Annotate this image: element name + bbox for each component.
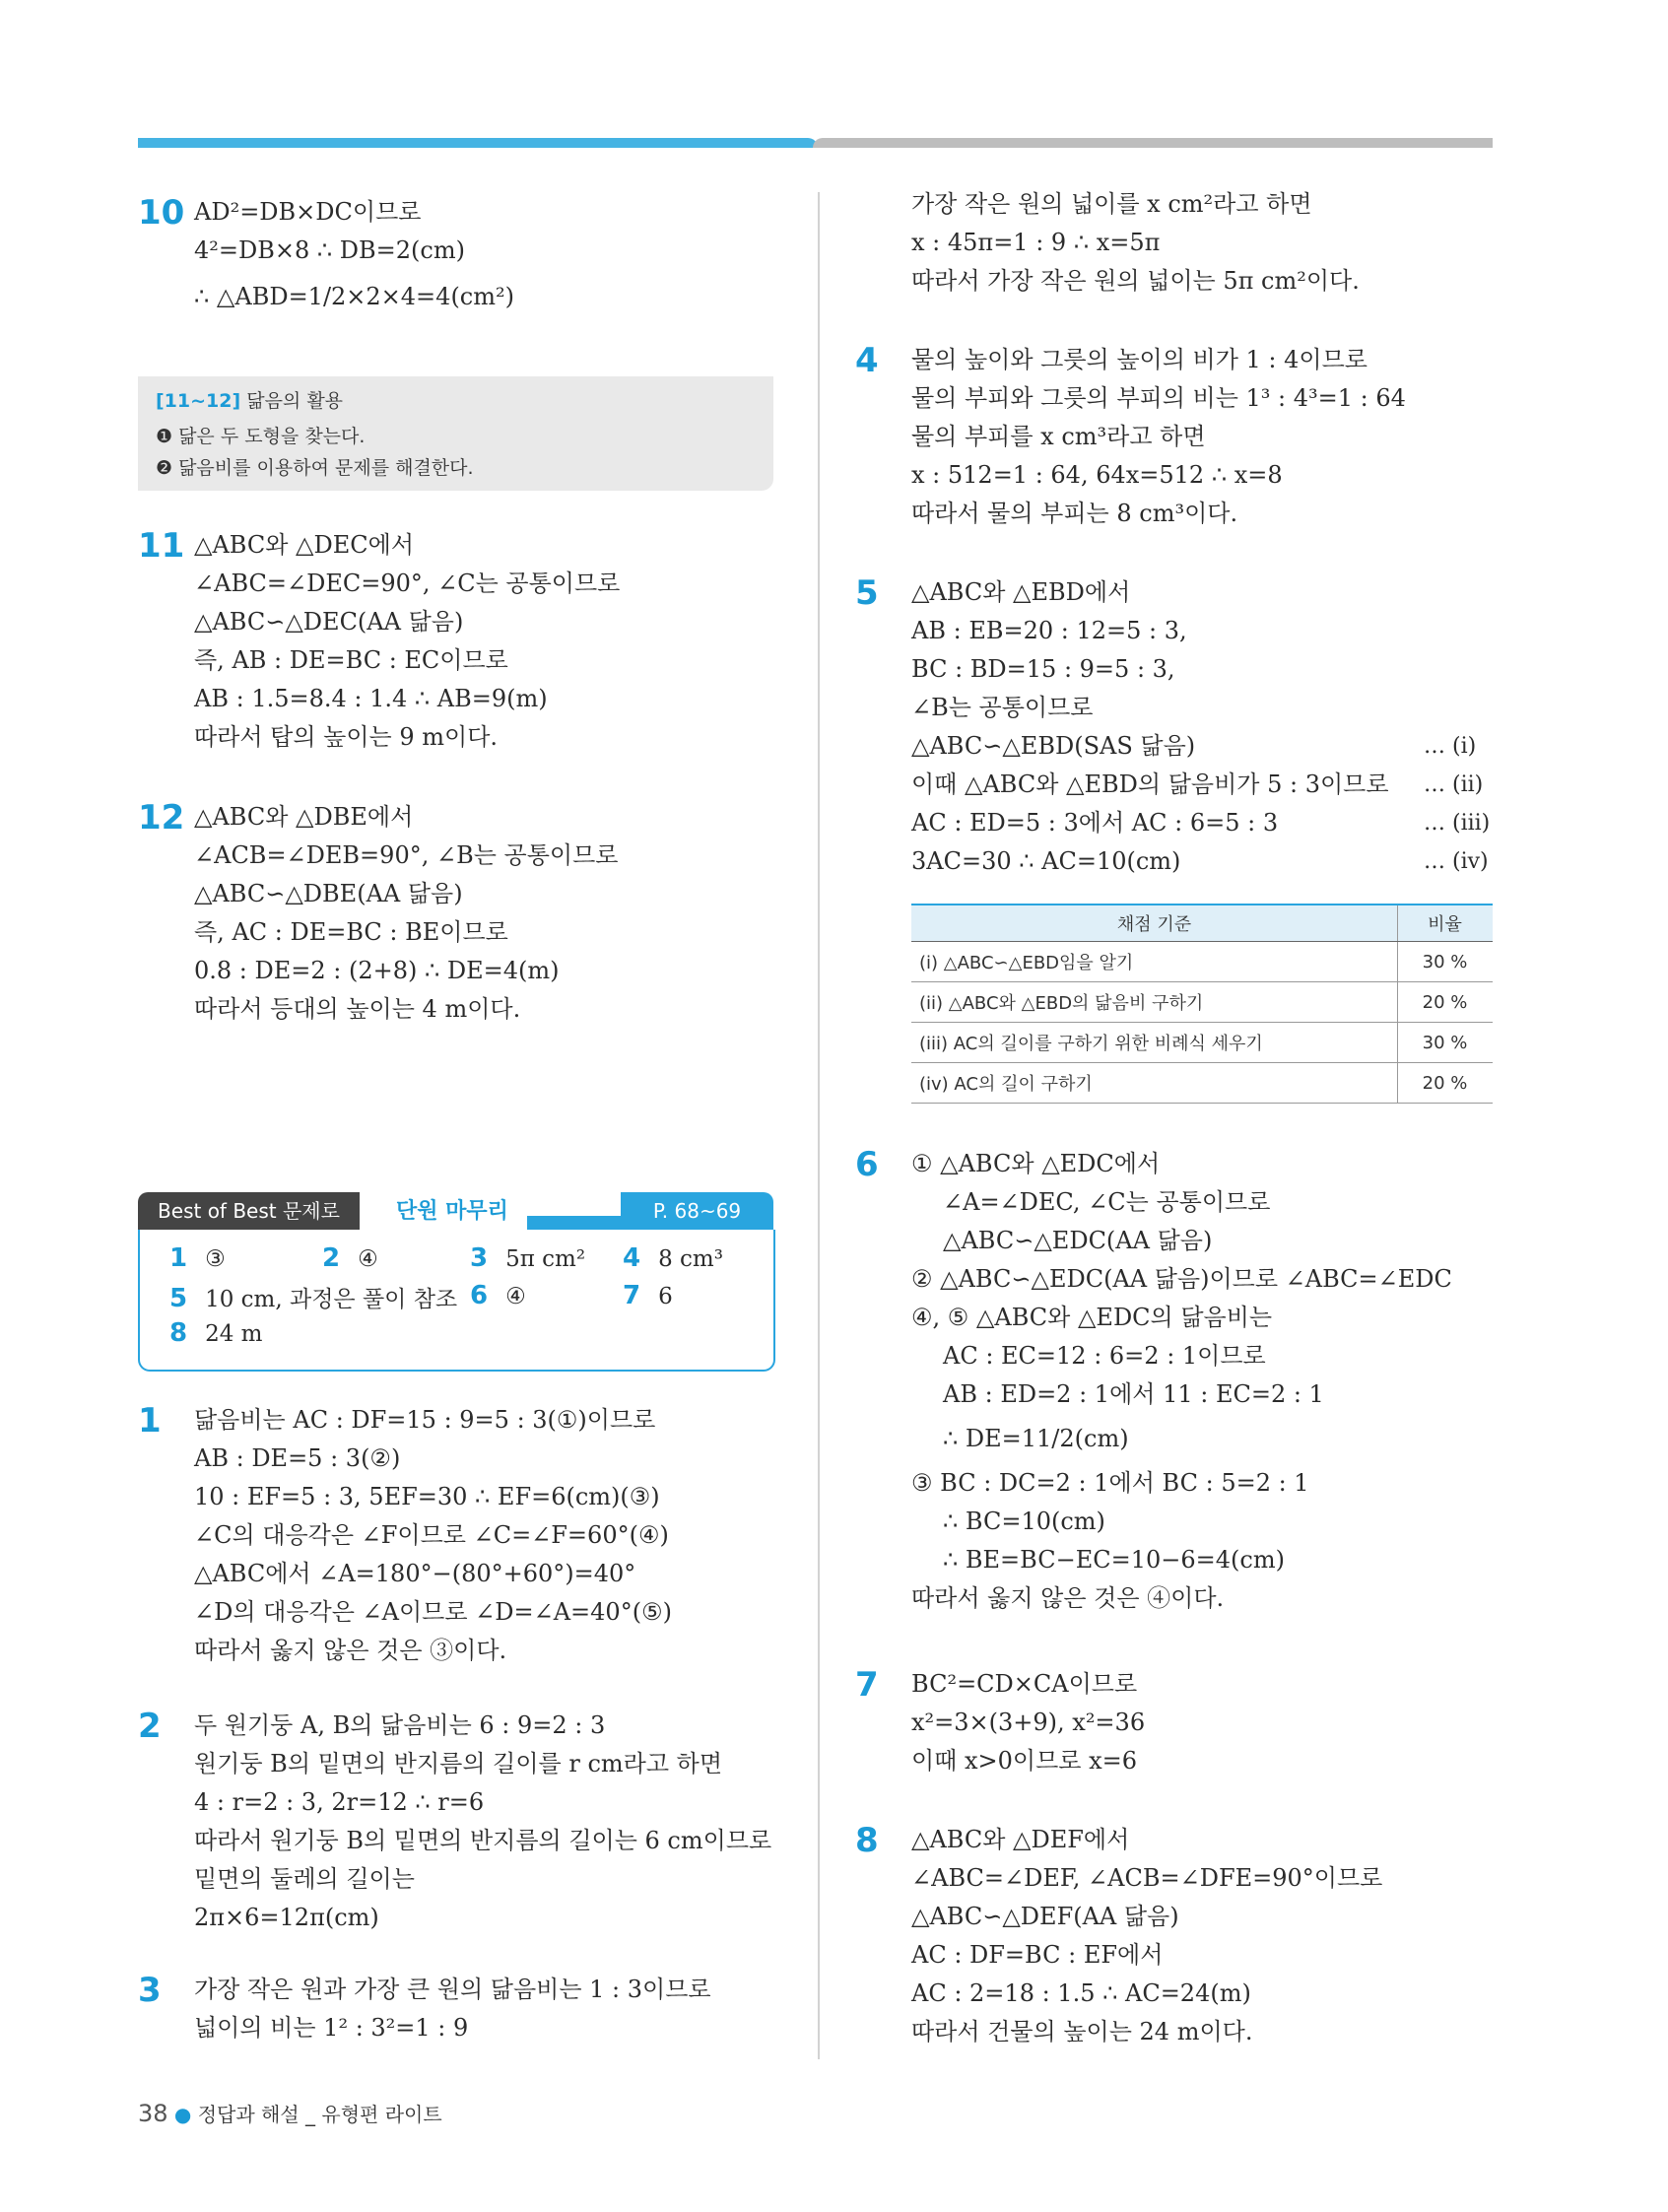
- q5-mark: … (i): [1424, 734, 1477, 759]
- q4-line: 따라서 물의 부피는 8 cm³이다.: [911, 500, 1238, 527]
- q5-mark: … (iii): [1424, 811, 1491, 836]
- q5-number-wrap: [855, 573, 879, 613]
- q1-line: ∠D의 대응각은 ∠A이므로 ∠D=∠A=40°(⑤): [194, 1598, 672, 1626]
- q4-line: 물의 높이와 그릇의 높이의 비가 1 : 4이므로: [911, 346, 1368, 373]
- q6-line: ① △ABC와 △EDC에서: [911, 1150, 1161, 1177]
- q8-solution: [911, 1821, 1382, 2051]
- q5-mark: … (iv): [1424, 849, 1489, 874]
- q3-line: 가장 작은 원과 가장 큰 원의 닮음비는 1 : 3이므로: [194, 1976, 711, 2003]
- grading-criteria: (iii) AC의 길이를 구하기 위한 비례식 세우기: [911, 1023, 1398, 1063]
- answer-item: [470, 1281, 526, 1310]
- q7-number-wrap: [855, 1665, 879, 1705]
- q5-line: BC : BD=15 : 9=5 : 3,: [911, 655, 1175, 683]
- q2-line: 4 : r=2 : 3, 2r=12 ∴ r=6: [194, 1788, 485, 1816]
- q11-line: 즉, AB : DE=BC : EC이므로: [194, 646, 508, 674]
- answer-number: 2: [322, 1243, 341, 1273]
- q11-line: △ABC∽△DEC(AA 닮음): [194, 608, 464, 636]
- q2-number: 2: [138, 1707, 162, 1746]
- answer-value: ④: [358, 1246, 378, 1272]
- best-title: 단원 마무리: [396, 1199, 508, 1224]
- answer-item: [322, 1243, 378, 1273]
- q7-line: x²=3×(3+9), x²=36: [911, 1709, 1146, 1736]
- grading-criteria: (ii) △ABC와 △EBD의 닮음비 구하기: [911, 982, 1398, 1023]
- q5-line: 3AC=30 ∴ AC=10(cm): [911, 847, 1181, 875]
- q4-number-wrap: [855, 341, 879, 380]
- q5-step-marks: [1424, 727, 1490, 881]
- answer-value: 24 m: [205, 1321, 263, 1347]
- q6-line: AB : ED=2 : 1에서 11 : EC=2 : 1: [943, 1380, 1324, 1408]
- grading-ratio: 30 %: [1398, 1023, 1494, 1063]
- q3-line: 가장 작은 원의 넓이를 x cm²라고 하면: [911, 190, 1312, 218]
- q8-line: 따라서 건물의 높이는 24 m이다.: [911, 2018, 1253, 2045]
- q11-line: 따라서 탑의 높이는 9 m이다.: [194, 723, 499, 751]
- best-header: [138, 1192, 773, 1232]
- q5-line: △ABC와 △EBD에서: [911, 578, 1131, 606]
- q12-line: △ABC∽△DBE(AA 닮음): [194, 880, 463, 907]
- q5-line: ∠B는 공통이므로: [911, 694, 1094, 721]
- q11-line: AB : 1.5=8.4 : 1.4 ∴ AB=9(m): [194, 685, 548, 712]
- q12-line: △ABC와 △DBE에서: [194, 803, 414, 831]
- q12-line: 따라서 등대의 높이는 4 m이다.: [194, 995, 521, 1023]
- q10-number-wrap: [138, 193, 184, 233]
- header-bar-left: [138, 138, 818, 148]
- answer-value: 10 cm, 과정은 풀이 참조: [205, 1287, 458, 1312]
- q12-line: 즉, AC : DE=BC : BE이므로: [194, 918, 508, 946]
- q2-solution: [194, 1707, 771, 1937]
- q7-solution: [911, 1665, 1145, 1780]
- page-number: 38: [138, 2100, 168, 2127]
- q1-line: ∠C의 대응각은 ∠F이므로 ∠C=∠F=60°(④): [194, 1521, 669, 1549]
- q10-solution: [194, 193, 514, 316]
- grading-header-ratio: 비율: [1398, 905, 1494, 942]
- q4-number: 4: [855, 341, 879, 380]
- q6-number: 6: [855, 1145, 879, 1184]
- answer-number: 8: [169, 1318, 188, 1348]
- q10-number: 10: [138, 193, 185, 233]
- q3-solution-part2: [911, 185, 1360, 301]
- best-tab-label: Best of Best 문제로: [138, 1192, 360, 1230]
- grading-criteria: (iv) AC의 길이 구하기: [911, 1063, 1398, 1104]
- footer-text: 정답과 해설 _ 유형편 라이트: [197, 2103, 442, 2126]
- q5-number: 5: [855, 573, 879, 613]
- answer-item: [623, 1243, 723, 1273]
- q11-number-wrap: [138, 526, 184, 566]
- q1-solution: [194, 1401, 672, 1670]
- q10-line: AD²=DB×DC이므로: [194, 198, 422, 226]
- q11-line: △ABC와 △DEC에서: [194, 531, 414, 559]
- answer-item: [169, 1318, 262, 1348]
- grading-table: [911, 904, 1493, 1104]
- q1-line: 닮음비는 AC : DF=15 : 9=5 : 3(①)이므로: [194, 1406, 656, 1434]
- grading-criteria: (i) △ABC∽△EBD임을 알기: [911, 942, 1398, 982]
- grading-header-row: [911, 905, 1493, 942]
- q8-number-wrap: [855, 1821, 879, 1860]
- answer-value: 5π cm²: [505, 1246, 586, 1272]
- answer-item: [169, 1281, 457, 1313]
- q1-number: 1: [138, 1401, 162, 1441]
- answer-item: [470, 1243, 585, 1273]
- grading-ratio: 30 %: [1398, 942, 1494, 982]
- q4-solution: [911, 341, 1406, 533]
- best-pages: P. 68~69: [621, 1192, 773, 1230]
- answer-value: 8 cm³: [658, 1246, 723, 1272]
- q3-line: x : 45π=1 : 9 ∴ x=5π: [911, 229, 1161, 256]
- q1-line: △ABC에서 ∠A=180°−(80°+60°)=40°: [194, 1560, 636, 1587]
- q6-line: ③ BC : DC=2 : 1에서 BC : 5=2 : 1: [911, 1469, 1309, 1497]
- q1-line: 10 : EF=5 : 3, 5EF=30 ∴ EF=6(cm)(③): [194, 1483, 660, 1510]
- grading-ratio: 20 %: [1398, 1063, 1494, 1104]
- answer-number: 6: [470, 1281, 489, 1310]
- q5-line: 이때 △ABC와 △EBD의 닮음비가 5 : 3이므로: [911, 771, 1389, 798]
- q3-number-wrap: [138, 1971, 162, 2010]
- q1-number-wrap: [138, 1401, 162, 1441]
- grading-row: [911, 1063, 1493, 1104]
- answer-number: 4: [623, 1243, 641, 1273]
- q4-line: x : 512=1 : 64, 64x=512 ∴ x=8: [911, 461, 1283, 489]
- q5-solution: [911, 573, 1389, 881]
- answer-number: 5: [169, 1284, 188, 1313]
- tip-heading: [156, 386, 343, 413]
- tip-range: [11~12]: [156, 390, 241, 412]
- q8-line: ∠ABC=∠DEF, ∠ACB=∠DFE=90°이므로: [911, 1864, 1383, 1892]
- q8-line: △ABC와 △DEF에서: [911, 1826, 1130, 1853]
- q6-line: ④, ⑤ △ABC와 △EDC의 닮음비는: [911, 1304, 1273, 1331]
- q2-number-wrap: [138, 1707, 162, 1746]
- q3-line: 넓이의 비는 1² : 3²=1 : 9: [194, 2014, 469, 2042]
- q6-line: ∠A=∠DEC, ∠C는 공통이므로: [943, 1188, 1271, 1216]
- q6-line: △ABC∽△EDC(AA 닮음): [943, 1227, 1213, 1254]
- answer-number: 7: [623, 1281, 641, 1310]
- footer-dot-icon: ●: [173, 2103, 192, 2126]
- grading-row: [911, 1023, 1493, 1063]
- q7-line: 이때 x>0이므로 x=6: [911, 1747, 1138, 1775]
- q11-number: 11: [138, 526, 185, 566]
- grading-header-criteria: 채점 기준: [911, 905, 1398, 942]
- q6-line: ∴ BC=10(cm): [943, 1508, 1105, 1535]
- answer-value: ④: [505, 1284, 526, 1309]
- q2-line: 밑면의 둘레의 길이는: [194, 1865, 415, 1893]
- q2-line: 원기둥 B의 밑면의 반지름의 길이를 r cm라고 하면: [194, 1750, 723, 1777]
- tip-item: ❶ 닮은 두 도형을 찾는다.: [156, 426, 366, 447]
- q5-line: AC : ED=5 : 3에서 AC : 6=5 : 3: [911, 809, 1279, 837]
- q6-solution: [911, 1145, 1452, 1618]
- q8-line: △ABC∽△DEF(AA 닮음): [911, 1903, 1179, 1930]
- q4-line: 물의 부피를 x cm³라고 하면: [911, 423, 1206, 450]
- q6-line: ∴ BE=BC−EC=10−6=4(cm): [943, 1546, 1285, 1574]
- q12-number-wrap: [138, 798, 184, 838]
- answer-item: [169, 1243, 226, 1273]
- page-footer: [138, 2099, 442, 2127]
- q12-line: ∠ACB=∠DEB=90°, ∠B는 공통이므로: [194, 841, 619, 869]
- q4-line: 물의 부피와 그릇의 부피의 비는 1³ : 4³=1 : 64: [911, 384, 1406, 412]
- q12-number: 12: [138, 798, 185, 838]
- tip-title: 닮음의 활용: [246, 390, 344, 412]
- q5-line: △ABC∽△EBD(SAS 닮음): [911, 732, 1196, 760]
- grading-row: [911, 942, 1493, 982]
- q3-number: 3: [138, 1971, 162, 2010]
- q11-line: ∠ABC=∠DEC=90°, ∠C는 공통이므로: [194, 570, 621, 597]
- q5-mark: … (ii): [1424, 772, 1484, 797]
- q10-line: ∴ △ABD=1/2×2×4=4(cm²): [194, 283, 514, 310]
- q12-solution: [194, 798, 618, 1029]
- q7-number: 7: [855, 1665, 879, 1705]
- q6-number-wrap: [855, 1145, 879, 1184]
- q6-line: AC : EC=12 : 6=2 : 1이므로: [943, 1342, 1266, 1370]
- q6-line: ∴ DE=11/2(cm): [943, 1425, 1129, 1452]
- q11-solution: [194, 526, 620, 757]
- tip-item: ❷ 닮음비를 이용하여 문제를 해결한다.: [156, 457, 474, 479]
- answer-number: 3: [470, 1243, 489, 1273]
- tip-box: [138, 376, 773, 491]
- answer-value: 6: [658, 1284, 673, 1309]
- q2-line: 2π×6=12π(cm): [194, 1904, 379, 1931]
- q8-line: AC : 2=18 : 1.5 ∴ AC=24(m): [911, 1979, 1251, 2007]
- q1-line: AB : DE=5 : 3(②): [194, 1444, 401, 1472]
- q3-solution-part1: [194, 1971, 711, 2047]
- q5-line: AB : EB=20 : 12=5 : 3,: [911, 617, 1187, 644]
- q2-line: 두 원기둥 A, B의 닮음비는 6 : 9=2 : 3: [194, 1711, 606, 1739]
- answer-number: 1: [169, 1243, 188, 1273]
- grading-row: [911, 982, 1493, 1023]
- q6-line: ② △ABC∽△EDC(AA 닮음)이므로 ∠ABC=∠EDC: [911, 1265, 1452, 1293]
- q1-line: 따라서 옳지 않은 것은 ③이다.: [194, 1637, 507, 1664]
- q10-line: 4²=DB×8 ∴ DB=2(cm): [194, 236, 465, 264]
- q8-number: 8: [855, 1821, 879, 1860]
- column-divider: [818, 192, 820, 2059]
- q2-line: 따라서 원기둥 B의 밑면의 반지름의 길이는 6 cm이므로: [194, 1827, 772, 1854]
- grading-ratio: 20 %: [1398, 982, 1494, 1023]
- q12-line: 0.8 : DE=2 : (2+8) ∴ DE=4(m): [194, 957, 560, 984]
- best-answer-box: [138, 1230, 775, 1372]
- q6-line: 따라서 옳지 않은 것은 ④이다.: [911, 1584, 1225, 1612]
- answer-value: ③: [205, 1246, 226, 1272]
- header-bar-right: [813, 138, 1493, 148]
- q3-line: 따라서 가장 작은 원의 넓이는 5π cm²이다.: [911, 267, 1360, 295]
- q8-line: AC : DF=BC : EF에서: [911, 1941, 1164, 1969]
- answer-item: [623, 1281, 673, 1310]
- q7-line: BC²=CD×CA이므로: [911, 1670, 1138, 1698]
